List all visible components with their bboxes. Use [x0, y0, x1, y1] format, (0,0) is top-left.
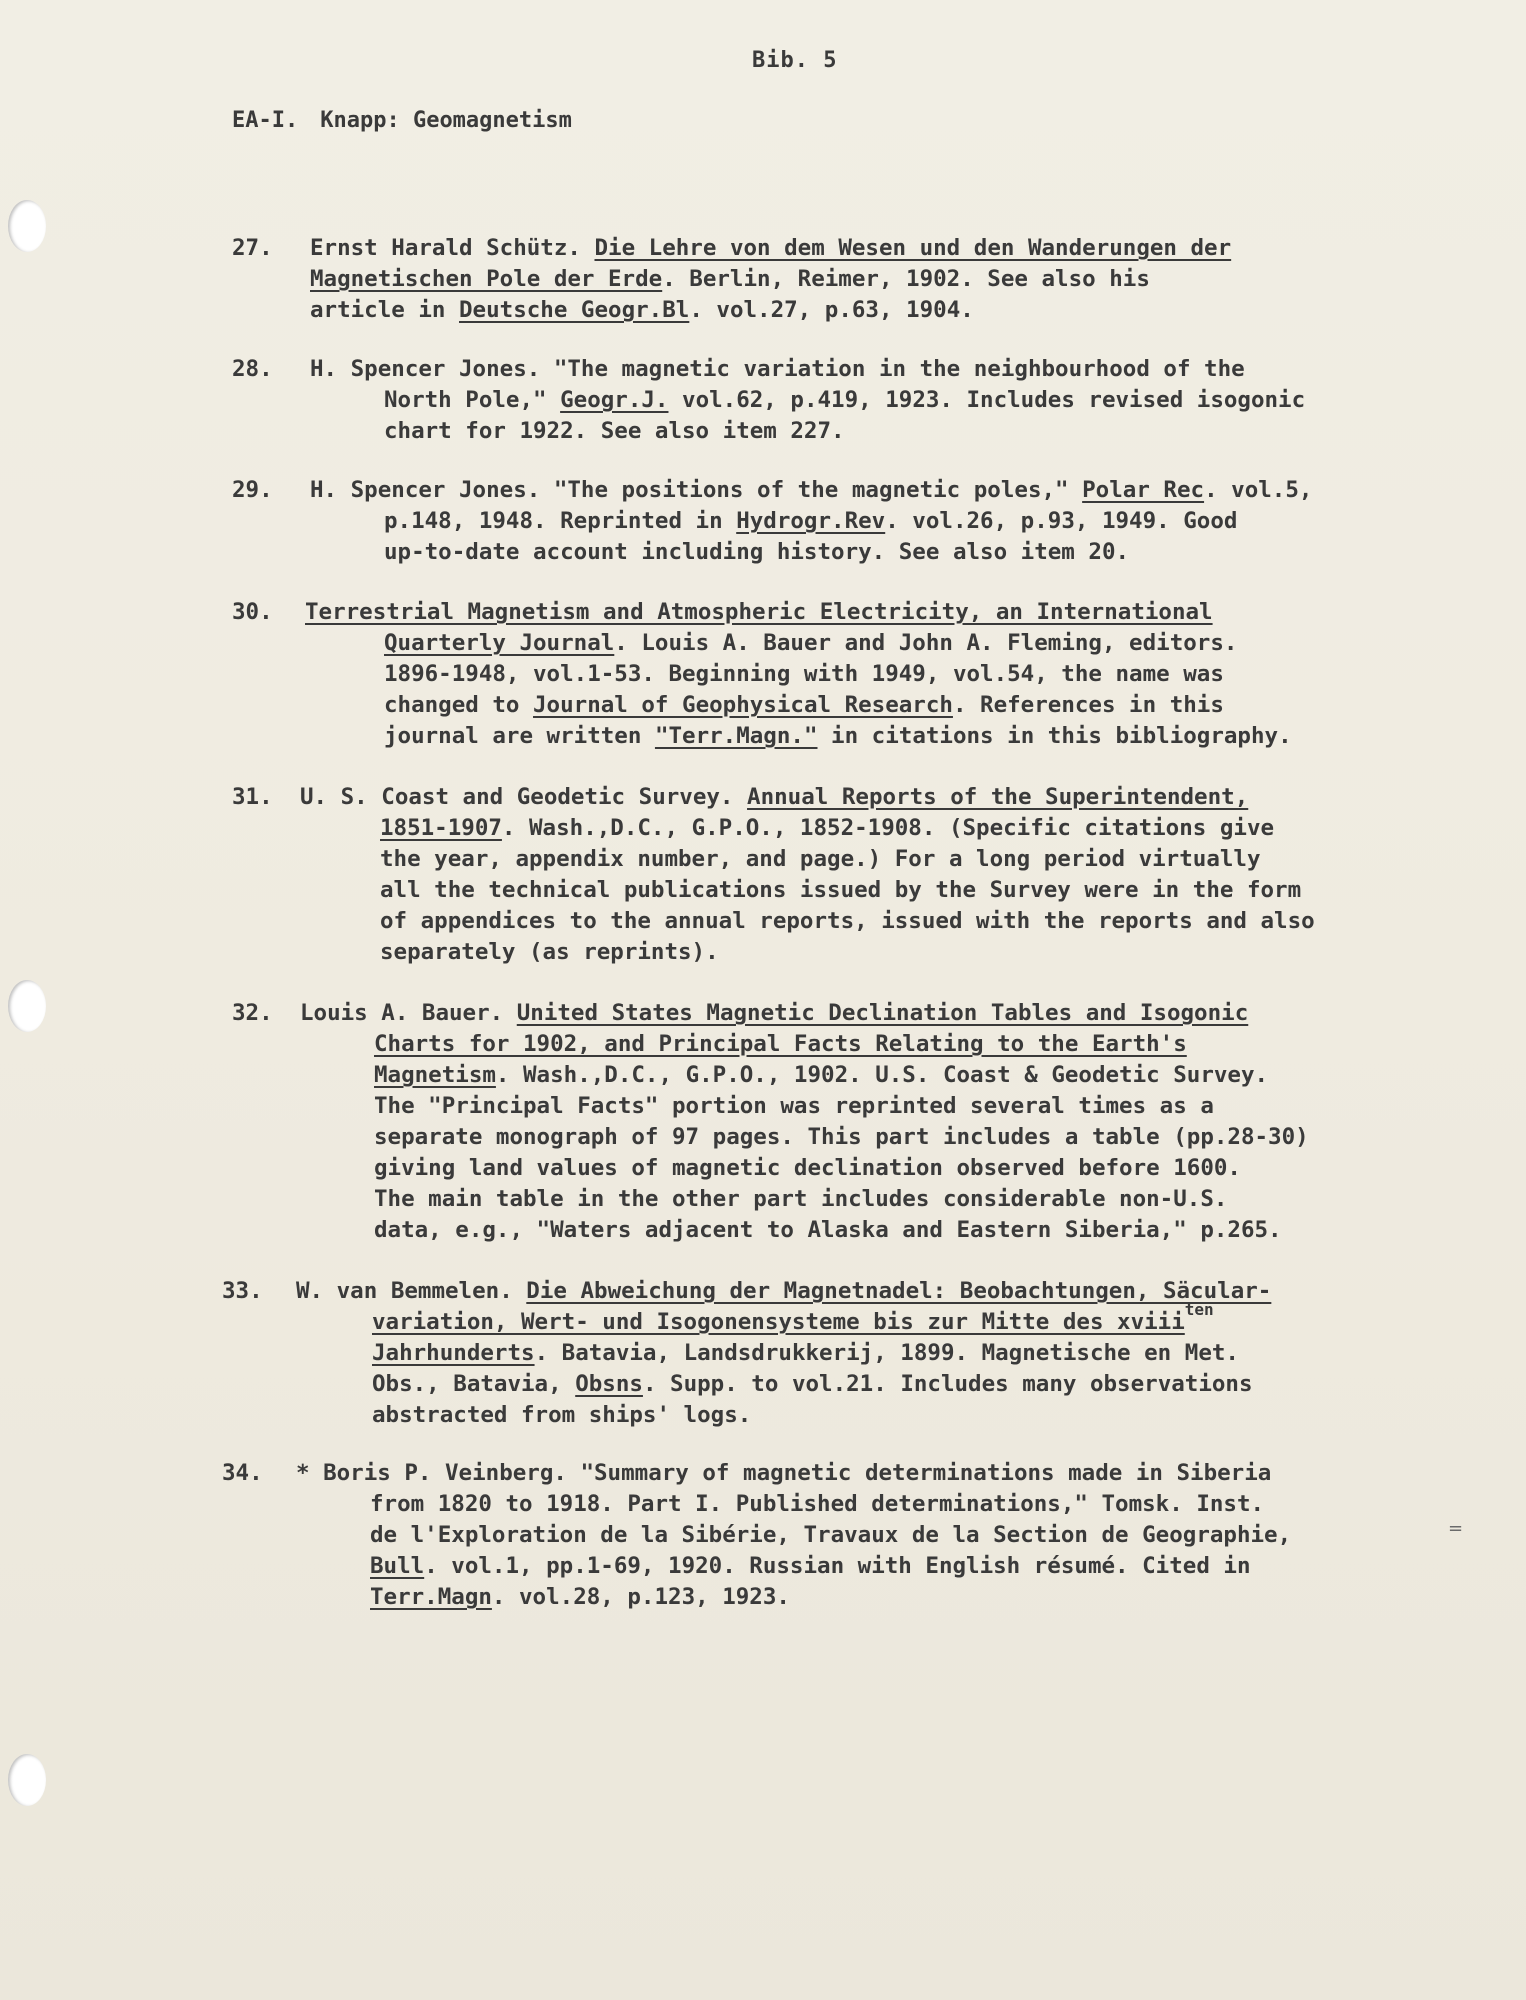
- citation-text: . Batavia, Landsdrukkerij, 1899. Magnetische en Met.: [534, 1340, 1239, 1366]
- citation-text: Ernst Harald Schütz.: [310, 235, 595, 261]
- entry-line: [305, 597, 1213, 628]
- entry-line: [310, 264, 1150, 295]
- citation-text: . References in this: [952, 692, 1224, 718]
- underlined-title: Polar Rec: [1082, 477, 1205, 503]
- entry-line: [384, 659, 1224, 690]
- entry-line: [380, 844, 1261, 875]
- citation-text: . vol.26, p.93, 1949. Good: [885, 508, 1238, 534]
- citation-text: p.148, 1948. Reprinted in: [384, 508, 737, 534]
- underlined-title: Journal of Geophysical Research: [533, 692, 953, 718]
- citation-text: . vol.27, p.63, 1904.: [689, 297, 974, 323]
- entry-number: 34.: [222, 1460, 263, 1486]
- citation-text: 1896-1948, vol.1-53. Beginning with 1949, vol.54, the name was: [384, 661, 1224, 687]
- entry-line: [384, 628, 1237, 659]
- underlined-title: Charts for 1902, and Principal Facts Relating to the Earth's: [374, 1031, 1187, 1057]
- binder-hole-bottom: [8, 1754, 46, 1806]
- entry-line: [374, 1215, 1282, 1246]
- entry-line: [374, 1060, 1268, 1091]
- citation-text: separately (as reprints).: [380, 939, 719, 965]
- entry-line: [310, 475, 1312, 506]
- citation-text: separate monograph of 97 pages. This part includes a table (pp.28-30): [374, 1124, 1309, 1150]
- citation-text: up-to-date account including history. See also item 20.: [384, 539, 1130, 565]
- citation-text: . Louis A. Bauer and John A. Fleming, editors.: [614, 630, 1238, 656]
- citation-text: from 1820 to 1918. Part I. Published determinations," Tomsk. Inst.: [370, 1491, 1265, 1517]
- citation-text: H. Spencer Jones. "The positions of the magnetic poles,": [310, 477, 1083, 503]
- underlined-title: "Terr.Magn.": [654, 723, 818, 749]
- underlined-title: Terr.Magn: [370, 1584, 492, 1610]
- citation-text: article in: [310, 297, 460, 323]
- page-number: Bib. 5: [752, 48, 838, 73]
- citation-text: changed to: [384, 692, 534, 718]
- citation-text: of appendices to the annual reports, issued with the reports and also: [380, 908, 1315, 934]
- citation-text: . vol.1, pp.1-69, 1920. Russian with English résumé. Cited in: [424, 1553, 1251, 1579]
- citation-text: . Berlin, Reimer, 1902. See also his: [662, 266, 1150, 292]
- entry-number: 30.: [232, 599, 273, 625]
- margin-mark: =: [1448, 1518, 1464, 1539]
- underlined-title: Annual Reports of the Superintendent,: [747, 784, 1249, 810]
- entry-line: [380, 937, 719, 968]
- citation-text: North Pole,": [384, 387, 561, 413]
- entry-line: [380, 813, 1274, 844]
- entry-number: 29.: [232, 477, 273, 503]
- underlined-title: Jahrhunderts: [372, 1340, 535, 1366]
- citation-text: Obs., Batavia,: [372, 1371, 576, 1397]
- citation-text: in citations in this bibliography.: [817, 723, 1292, 749]
- superscript: ten: [1184, 1300, 1214, 1319]
- underlined-title: Geogr.J.: [560, 387, 669, 413]
- section-title: Knapp: Geomagnetism: [320, 108, 572, 133]
- citation-text: . vol.5,: [1204, 477, 1313, 503]
- section-code: EA-I.: [232, 108, 299, 133]
- entry-line: [384, 690, 1224, 721]
- binder-hole-middle: [8, 980, 46, 1032]
- entry-line: [384, 416, 845, 447]
- underlined-title: Hydrogr.Rev: [736, 508, 886, 534]
- citation-text: all the technical publications issued by the Survey were in the form: [380, 877, 1302, 903]
- entry-line: [380, 906, 1315, 937]
- entry-line: [310, 295, 974, 326]
- binder-hole-top: [8, 200, 46, 252]
- citation-text: vol.62, p.419, 1923. Includes revised isogonic: [668, 387, 1306, 413]
- entry-line: [380, 875, 1301, 906]
- entry-line: [372, 1369, 1253, 1400]
- citation-text: The "Principal Facts" portion was reprinted several times as a: [374, 1093, 1214, 1119]
- entry-line: [384, 506, 1237, 537]
- citation-text: . Wash.,D.C., G.P.O., 1902. U.S. Coast & Geodetic Survey.: [495, 1062, 1269, 1088]
- entry-line: [296, 1276, 1271, 1307]
- underlined-title: United States Magnetic Declination Tables and Isogonic: [516, 1000, 1249, 1026]
- citation-text: U. S. Coast and Geodetic Survey.: [300, 784, 748, 810]
- underlined-title: Terrestrial Magnetism and Atmospheric Electricity, an International: [305, 599, 1213, 625]
- citation-text: Louis A. Bauer.: [300, 1000, 517, 1026]
- underlined-title: Magnetism: [374, 1062, 496, 1088]
- entry-line: [370, 1551, 1251, 1582]
- underlined-title: Die Lehre von dem Wesen und den Wanderungen der: [594, 235, 1232, 261]
- underlined-title: Bull: [370, 1553, 425, 1579]
- entry-line: [374, 1091, 1214, 1122]
- citation-text: * Boris P. Veinberg. "Summary of magnetic determinations made in Siberia: [296, 1460, 1272, 1486]
- entry-line: [374, 1184, 1227, 1215]
- citation-text: abstracted from ships' logs.: [372, 1402, 752, 1428]
- underlined-title: Obsns: [575, 1371, 643, 1397]
- entry-line: [384, 537, 1129, 568]
- citation-text: journal are written: [384, 723, 655, 749]
- underlined-title: variation, Wert- und Isogonensysteme bis zur Mitte des xviii: [372, 1309, 1185, 1335]
- entry-number: 27.: [232, 235, 273, 261]
- entry-line: [300, 998, 1248, 1029]
- entry-number: 31.: [232, 784, 273, 810]
- citation-text: . Supp. to vol.21. Includes many observations: [642, 1371, 1253, 1397]
- entry-line: [374, 1122, 1309, 1153]
- section-header: [232, 108, 572, 133]
- entry-line: [296, 1458, 1271, 1489]
- citation-text: The main table in the other part includes considerable non-U.S.: [374, 1186, 1228, 1212]
- entry-line: [310, 233, 1231, 264]
- underlined-title: 1851-1907: [380, 815, 502, 841]
- citation-text: giving land values of magnetic declination observed before 1600.: [374, 1155, 1241, 1181]
- underlined-title: Die Abweichung der Magnetnadel: Beobachtungen, Säcular-: [526, 1278, 1272, 1304]
- underlined-title: Magnetischen Pole der Erde: [310, 266, 663, 292]
- entry-line: [372, 1400, 751, 1431]
- citation-text: W. van Bemmelen.: [296, 1278, 527, 1304]
- entry-line: [384, 385, 1305, 416]
- citation-text: the year, appendix number, and page.) For a long period virtually: [380, 846, 1261, 872]
- entry-line: [370, 1489, 1264, 1520]
- entry-line: [370, 1520, 1291, 1551]
- entry-number: 32.: [232, 1000, 273, 1026]
- citation-text: chart for 1922. See also item 227.: [384, 418, 845, 444]
- entry-line: [310, 354, 1245, 385]
- citation-text: . Wash.,D.C., G.P.O., 1852-1908. (Specific citations give: [501, 815, 1275, 841]
- underlined-title: Deutsche Geogr.Bl: [459, 297, 690, 323]
- entry-line: [374, 1029, 1187, 1060]
- citation-text: H. Spencer Jones. "The magnetic variation in the neighbourhood of the: [310, 356, 1245, 382]
- underlined-title: Quarterly Journal: [384, 630, 615, 656]
- entry-line: [374, 1153, 1241, 1184]
- citation-text: . vol.28, p.123, 1923.: [491, 1584, 790, 1610]
- entry-line: [384, 721, 1292, 752]
- citation-text: data, e.g., "Waters adjacent to Alaska and Eastern Siberia," p.265.: [374, 1217, 1282, 1243]
- citation-text: de l'Exploration de la Sibérie, Travaux de la Section de Geographie,: [370, 1522, 1292, 1548]
- entry-line: [370, 1582, 790, 1613]
- entry-number: 28.: [232, 356, 273, 382]
- entry-number: 33.: [222, 1278, 263, 1304]
- entry-line: [372, 1338, 1239, 1369]
- entry-line: [372, 1300, 1214, 1339]
- entry-line: [300, 782, 1248, 813]
